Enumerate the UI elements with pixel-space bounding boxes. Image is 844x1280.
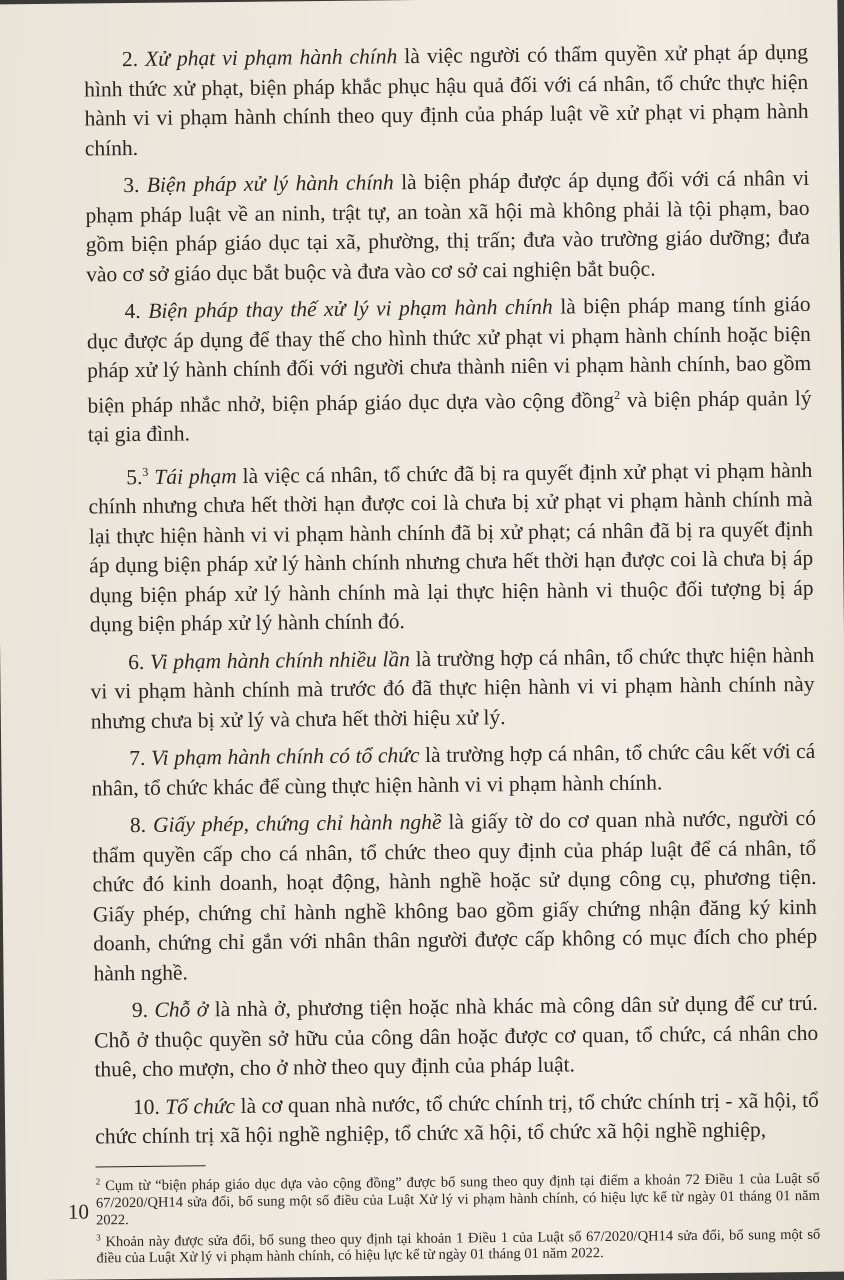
item-number: 5. xyxy=(126,464,143,489)
footnote-text: Khoản này được sửa đổi, bổ sung theo quy định tại khoản 1 Điều 1 của Luật số 67/2020/QH14 sửa đổi, bổ sung một số điều của Luật Xử lý vi phạm hành chính, có hiệu lực kể từ ngày 01 tháng 01 năm 2022. xyxy=(96,1226,821,1267)
item-number: 10. xyxy=(132,1094,166,1119)
defined-term: Giấy phép, chứng chỉ hành nghề xyxy=(152,810,442,838)
defined-term: Xử phạt vi phạm hành chính xyxy=(144,44,398,71)
page-number: 10 xyxy=(67,1199,90,1224)
item-number: 4. xyxy=(124,298,149,324)
defined-term: Chỗ ở xyxy=(154,997,209,1023)
definition-text: là biện pháp được áp dụng đối với cá nhân vi phạm pháp luật về an ninh, trật tự, an toàn xã hội mà không phải là tội phạm, bao gồm biện pháp giáo dục tại xã, phường, thị trấn; đưa vào trường giáo dưỡng; đưa vào cơ sở giáo dục bắt buộc và đưa vào cơ sở cai nghiện bắt buộc. xyxy=(85,165,810,286)
definition-text: là giấy tờ do cơ quan nhà nước, người có thẩm quyền cấp cho cá nhân, tổ chức theo quy định của pháp luật để cá nhân, tổ chức đó kinh doanh, hoạt động, hành nghề hoặc sử dụng công cụ, phương tiện. Giấy phép, chứng chỉ hành nghề không bao gồm giấy chứng nhận đăng ký kinh doanh, chứng chỉ gắn với nhân thân người được cấp không có mục đích cho phép hành nghề. xyxy=(92,806,818,986)
definition-6 xyxy=(90,641,815,737)
definition-10 xyxy=(95,1086,820,1153)
defined-term: Tổ chức xyxy=(165,1093,236,1119)
definition-text: là cơ quan nhà nước, tổ chức chính trị, tổ chức chính trị - xã hội, tổ chức chính trị xã hội nghề nghiệp, tổ chức xã hội, tổ chức xã hội nghề nghiệp, xyxy=(95,1087,819,1149)
definition-5 xyxy=(88,451,814,641)
footnote-mark: 2 xyxy=(95,1176,101,1187)
definition-text: là trường hợp cá nhân, tổ chức thực hiện hành vi vi phạm hành chính mà trước đó đã thực hiện hành vi vi phạm hành chính này nhưng chưa bị xử lý và chưa hết thời hiệu xử lý. xyxy=(90,642,815,734)
footnote-reference: 2 xyxy=(613,387,621,402)
defined-term: Vi phạm hành chính nhiều lần xyxy=(149,646,411,674)
item-number: 6. xyxy=(128,649,151,674)
footnote-mark: 3 xyxy=(96,1232,101,1243)
definition-7 xyxy=(91,737,816,804)
definition-8 xyxy=(92,804,818,989)
defined-term: Biện pháp thay thế xử lý vi phạm hành chính xyxy=(148,294,553,323)
item-number: 7. xyxy=(129,746,152,771)
definition-text: là việc người có thẩm quyền xử phạt áp dụng hình thức xử phạt, biện pháp khắc phục hậu quả đối với cá nhân, tổ chức thực hiện hành vi vi phạm hành chính theo quy định của pháp luật về xử phạt vi phạm hành chính. xyxy=(84,39,809,161)
definition-2 xyxy=(84,38,809,164)
item-number: 3. xyxy=(123,172,147,198)
footnote-divider xyxy=(96,1165,206,1167)
definition-text: là trường hợp cá nhân, tổ chức câu kết với cá nhân, tổ chức khác để cùng thực hiện hành vi vi phạm hành chính. xyxy=(91,739,816,801)
definition-4 xyxy=(86,290,812,450)
definition-text-tail: và biện pháp quản lý tại gia đình. xyxy=(87,385,812,447)
footnote-text: Cụm từ “biện pháp giáo dục dựa vào cộng đồng” được bổ sung theo quy định tại điểm a khoản 72 Điều 1 của Luật số 67/2020/QH14 sửa đổi, bổ sung một số điều của Luật Xử lý vi phạm hành chính, có hiệu lực kể từ ngày 01 tháng 01 năm 2022. xyxy=(95,1170,820,1229)
defined-term: Tái phạm xyxy=(154,463,237,489)
footnote-3 xyxy=(96,1222,820,1268)
definition-text: là việc cá nhân, tổ chức đã bị ra quyết định xử phạt vi phạm hành chính nhưng chưa hết thời hạn được coi là chưa bị xử phạt vi phạm hành chính mà lại thực hiện hành vi vi phạm hành chính đã bị xử phạt; cá nhân đã bị ra quyết định áp dụng biện pháp xử lý hành chính nhưng chưa hết thời hạn được coi là chưa bị áp dụng biện pháp xử lý hành chính mà lại thực hiện hành vi thuộc đối tượng bị áp dụng biện pháp xử lý hành chính đó. xyxy=(88,457,814,637)
item-number: 2. xyxy=(121,46,146,72)
footnote-reference: 3 xyxy=(142,464,149,479)
defined-term: Vi phạm hành chính có tổ chức xyxy=(150,743,420,771)
definition-text: là biện pháp mang tính giáo dục được áp dụng để thay thế cho hình thức xử phạt vi phạm hành chính hoặc biện pháp xử lý hành chính đối với người chưa thành niên vi phạm hành chính, bao gồm biện pháp nhắc nhở, biện pháp giáo dục dựa vào cộng đồng xyxy=(86,291,812,418)
item-number: 9. xyxy=(131,998,155,1023)
footnote-2 xyxy=(96,1166,821,1229)
definition-9 xyxy=(94,989,819,1085)
item-number: 8. xyxy=(129,813,154,838)
definition-text: là nhà ở, phương tiện hoặc nhà khác mà công dân sử dụng để cư trú. Chỗ ở thuộc quyền sở hữu của công dân hoặc được cơ quan, tổ chức, cá nhân cho thuê, cho mượn, cho ở nhờ theo quy định của pháp luật. xyxy=(94,991,819,1082)
definition-3 xyxy=(85,164,810,290)
defined-term: Biện pháp xử lý hành chính xyxy=(146,170,394,197)
